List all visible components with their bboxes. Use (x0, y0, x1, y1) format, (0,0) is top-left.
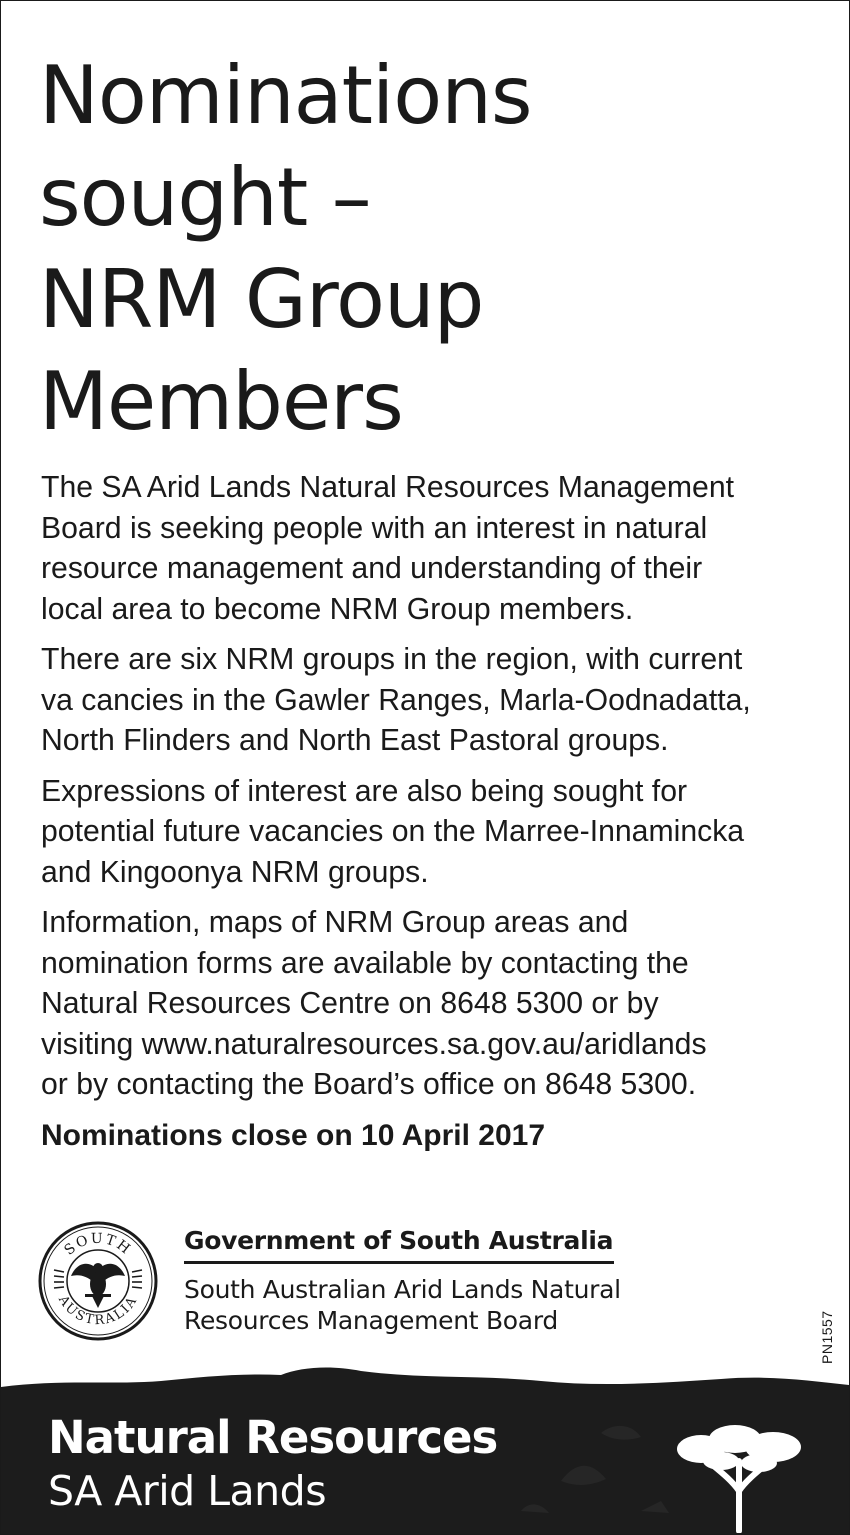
brand-name: Natural Resources (48, 1411, 498, 1464)
text-line: North Flinders and North East Pastoral groups. (41, 724, 669, 757)
brand-block (48, 1411, 497, 1517)
headline-line: Members (39, 355, 403, 448)
seal-text-top: SOUTH (61, 1230, 135, 1259)
government-name: Government of South Australia (184, 1226, 614, 1255)
text-line: resource management and understanding of their (41, 552, 703, 585)
text-line: Board is seeking people with an interest in natural (41, 511, 708, 545)
vacancies-paragraph (41, 640, 831, 762)
divider (184, 1261, 614, 1264)
text-line: Information, maps of NRM Group areas and (41, 906, 629, 939)
closing-date: Nominations close on 10 April 2017 (41, 1118, 546, 1152)
text-line: Natural Resources Centre on 8648 5300 or by (41, 987, 659, 1020)
text-line: nomination forms are available by contacting the (41, 946, 689, 980)
headline-line: sought – (39, 151, 371, 244)
board-name (184, 1274, 621, 1336)
text-line: va cancies in the Gawler Ranges, Marla-Oodnadatta, (41, 683, 751, 717)
text-line: There are six NRM groups in the region, with current (41, 643, 743, 676)
piping-shrike-seal-icon (37, 1220, 159, 1342)
information-paragraph (41, 903, 831, 1106)
body-copy (41, 468, 831, 1156)
government-block (184, 1226, 621, 1336)
headline-line: Nominations (39, 49, 532, 142)
text-line: and Kingoonya NRM groups. (41, 855, 429, 889)
intro-paragraph (41, 468, 831, 630)
svg-text:SOUTH (61, 1231, 134, 1259)
headline-line: NRM Group (39, 253, 484, 346)
board-name-line: South Australian Arid Lands Natural (184, 1275, 621, 1304)
text-line: The SA Arid Lands Natural Resources Management (41, 471, 735, 504)
text-line: Expressions of interest are also being sought for (41, 774, 688, 808)
text-line: local area to become NRM Group members. (41, 592, 634, 626)
text-line: or by contacting the Board’s office on 8648 5300. (41, 1068, 697, 1101)
tree-icon (673, 1421, 805, 1533)
publication-code: PN1557 (819, 1310, 835, 1364)
headline (39, 45, 739, 453)
piping-shrike-icon (71, 1263, 125, 1308)
text-line: potential future vacancies on the Marree-Innamincka (41, 815, 745, 848)
board-name-line: Resources Management Board (184, 1306, 558, 1335)
brand-region: SA Arid Lands (48, 1467, 327, 1515)
website-line: visiting www.naturalresources.sa.gov.au/aridlands (41, 1027, 707, 1061)
expressions-paragraph (41, 772, 831, 894)
seal-text-bottom: AUSTRALIA (55, 1293, 141, 1329)
